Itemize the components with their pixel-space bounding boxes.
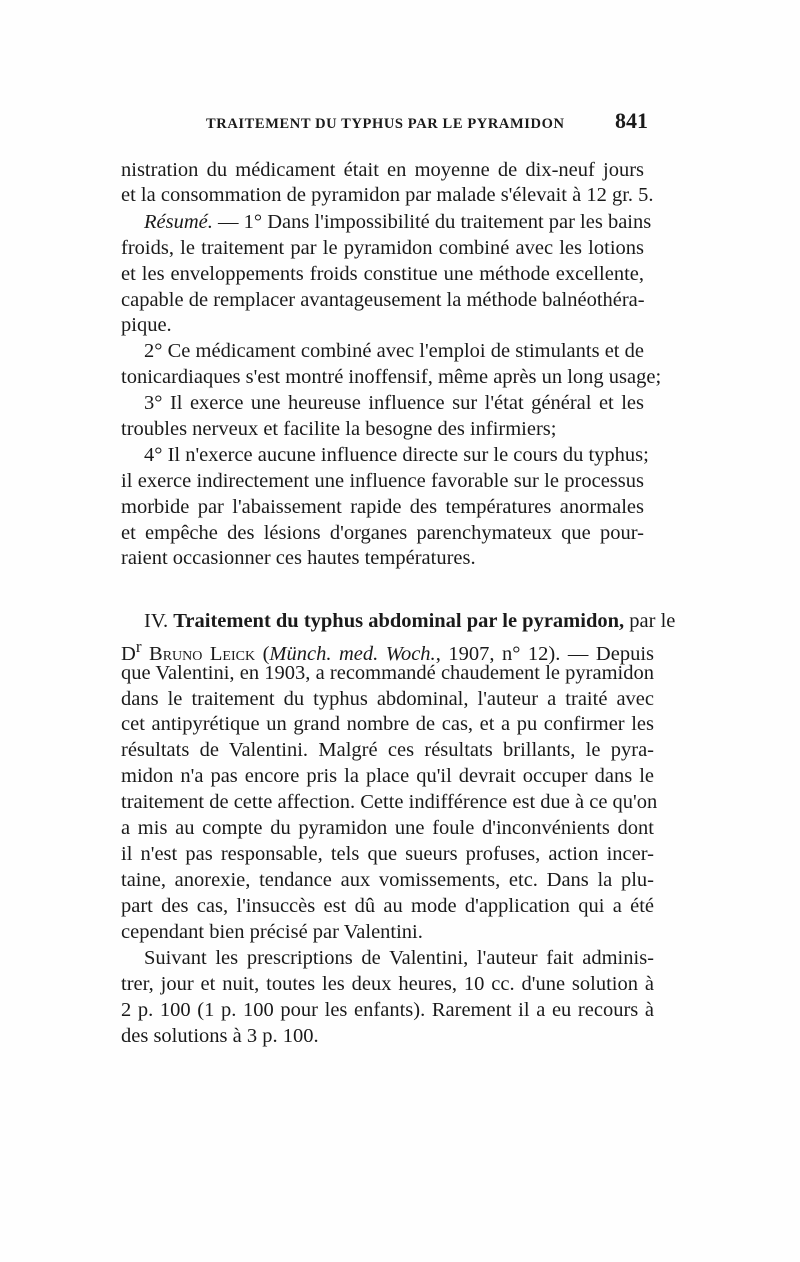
text-line: Résumé. — 1° Dans l'impossibilité du traitement par les bains: [144, 211, 652, 233]
text-line: 3° Il exerce une heureuse influence sur l'état général et les: [144, 392, 644, 414]
text-line: dans le traitement du typhus abdominal, l'auteur a traité avec: [121, 688, 654, 710]
text-line: il n'est pas responsable, tels que sueurs profuses, action incer-: [121, 843, 654, 865]
page-number: 841: [615, 108, 648, 133]
text-line: capable de remplacer avantageusement la méthode balnéothéra-: [121, 289, 645, 311]
text-line: troubles nerveux et facilite la besogne des infirmiers;: [121, 418, 557, 440]
text-line: que Valentini, en 1903, a recommandé chaudement le pyramidon: [121, 662, 654, 684]
text-line: tonicardiaques s'est montré inoffensif, même après un long usage;: [121, 366, 662, 388]
journal-title: Münch. med. Woch.: [269, 642, 436, 665]
text-line: froids, le traitement par le pyramidon combiné avec les lotions: [121, 237, 644, 259]
text-line: pique.: [121, 314, 172, 336]
author-name: Bruno Leick: [149, 642, 256, 665]
resume-label: Résumé.: [144, 211, 213, 233]
text-line: 4° Il n'exerce aucune influence directe sur le cours du typhus;: [144, 444, 649, 466]
running-header: TRAITEMENT DU TYPHUS PAR LE PYRAMIDON: [206, 116, 565, 132]
section-heading: IV. Traitement du typhus abdominal par le pyramidon, par le: [144, 610, 676, 632]
section-number: IV.: [144, 610, 169, 632]
text-line: midon n'a pas encore pris la place qu'il devrait occuper dans le: [121, 765, 654, 787]
section-title: Traitement du typhus abdominal par le pyramidon,: [173, 610, 625, 632]
text-line: 2 p. 100 (1 p. 100 pour les enfants). Rarement il a eu recours à: [121, 999, 654, 1021]
text-line: morbide par l'abaissement rapide des températures anormales: [121, 496, 644, 518]
text-line: 2° Ce médicament combiné avec l'emploi de stimulants et de: [144, 340, 644, 362]
text-line: traitement de cette affection. Cette indifférence est due à ce qu'on: [121, 791, 658, 813]
text-line: part des cas, l'insuccès est dû au mode d'application qui a été: [121, 895, 654, 917]
text-line: raient occasionner ces hautes températures.: [121, 547, 476, 569]
text-line: nistration du médicament était en moyenne de dix-neuf jours: [121, 159, 644, 181]
citation-line: $D^r$ Bruno Leick (Münch. med. Woch., 1907, n° 12). — Depuis: [121, 637, 654, 665]
text-line: et empêche des lésions d'organes parenchymateux que pour-: [121, 522, 644, 544]
text-line: il exerce indirectement une influence favorable sur le processus: [121, 470, 644, 492]
text-line: et la consommation de pyramidon par malade s'élevait à 12 gr. 5.: [121, 184, 654, 206]
text-line: résultats de Valentini. Malgré ces résultats brillants, le pyra-: [121, 739, 654, 761]
text-line: et les enveloppements froids constitue une méthode excellente,: [121, 263, 644, 285]
text-line: cependant bien précisé par Valentini.: [121, 921, 423, 943]
text-line: des solutions à 3 p. 100.: [121, 1025, 319, 1047]
text-line: trer, jour et nuit, toutes les deux heures, 10 cc. d'une solution à: [121, 973, 654, 995]
text-line: Suivant les prescriptions de Valentini, l'auteur fait adminis-: [144, 947, 654, 969]
text-line: cet antipyrétique un grand nombre de cas, et a pu confirmer les: [121, 713, 654, 735]
text-line: taine, anorexie, tendance aux vomissements, etc. Dans la plu-: [121, 869, 654, 891]
text-line: a mis au compte du pyramidon une foule d'inconvénients dont: [121, 817, 654, 839]
